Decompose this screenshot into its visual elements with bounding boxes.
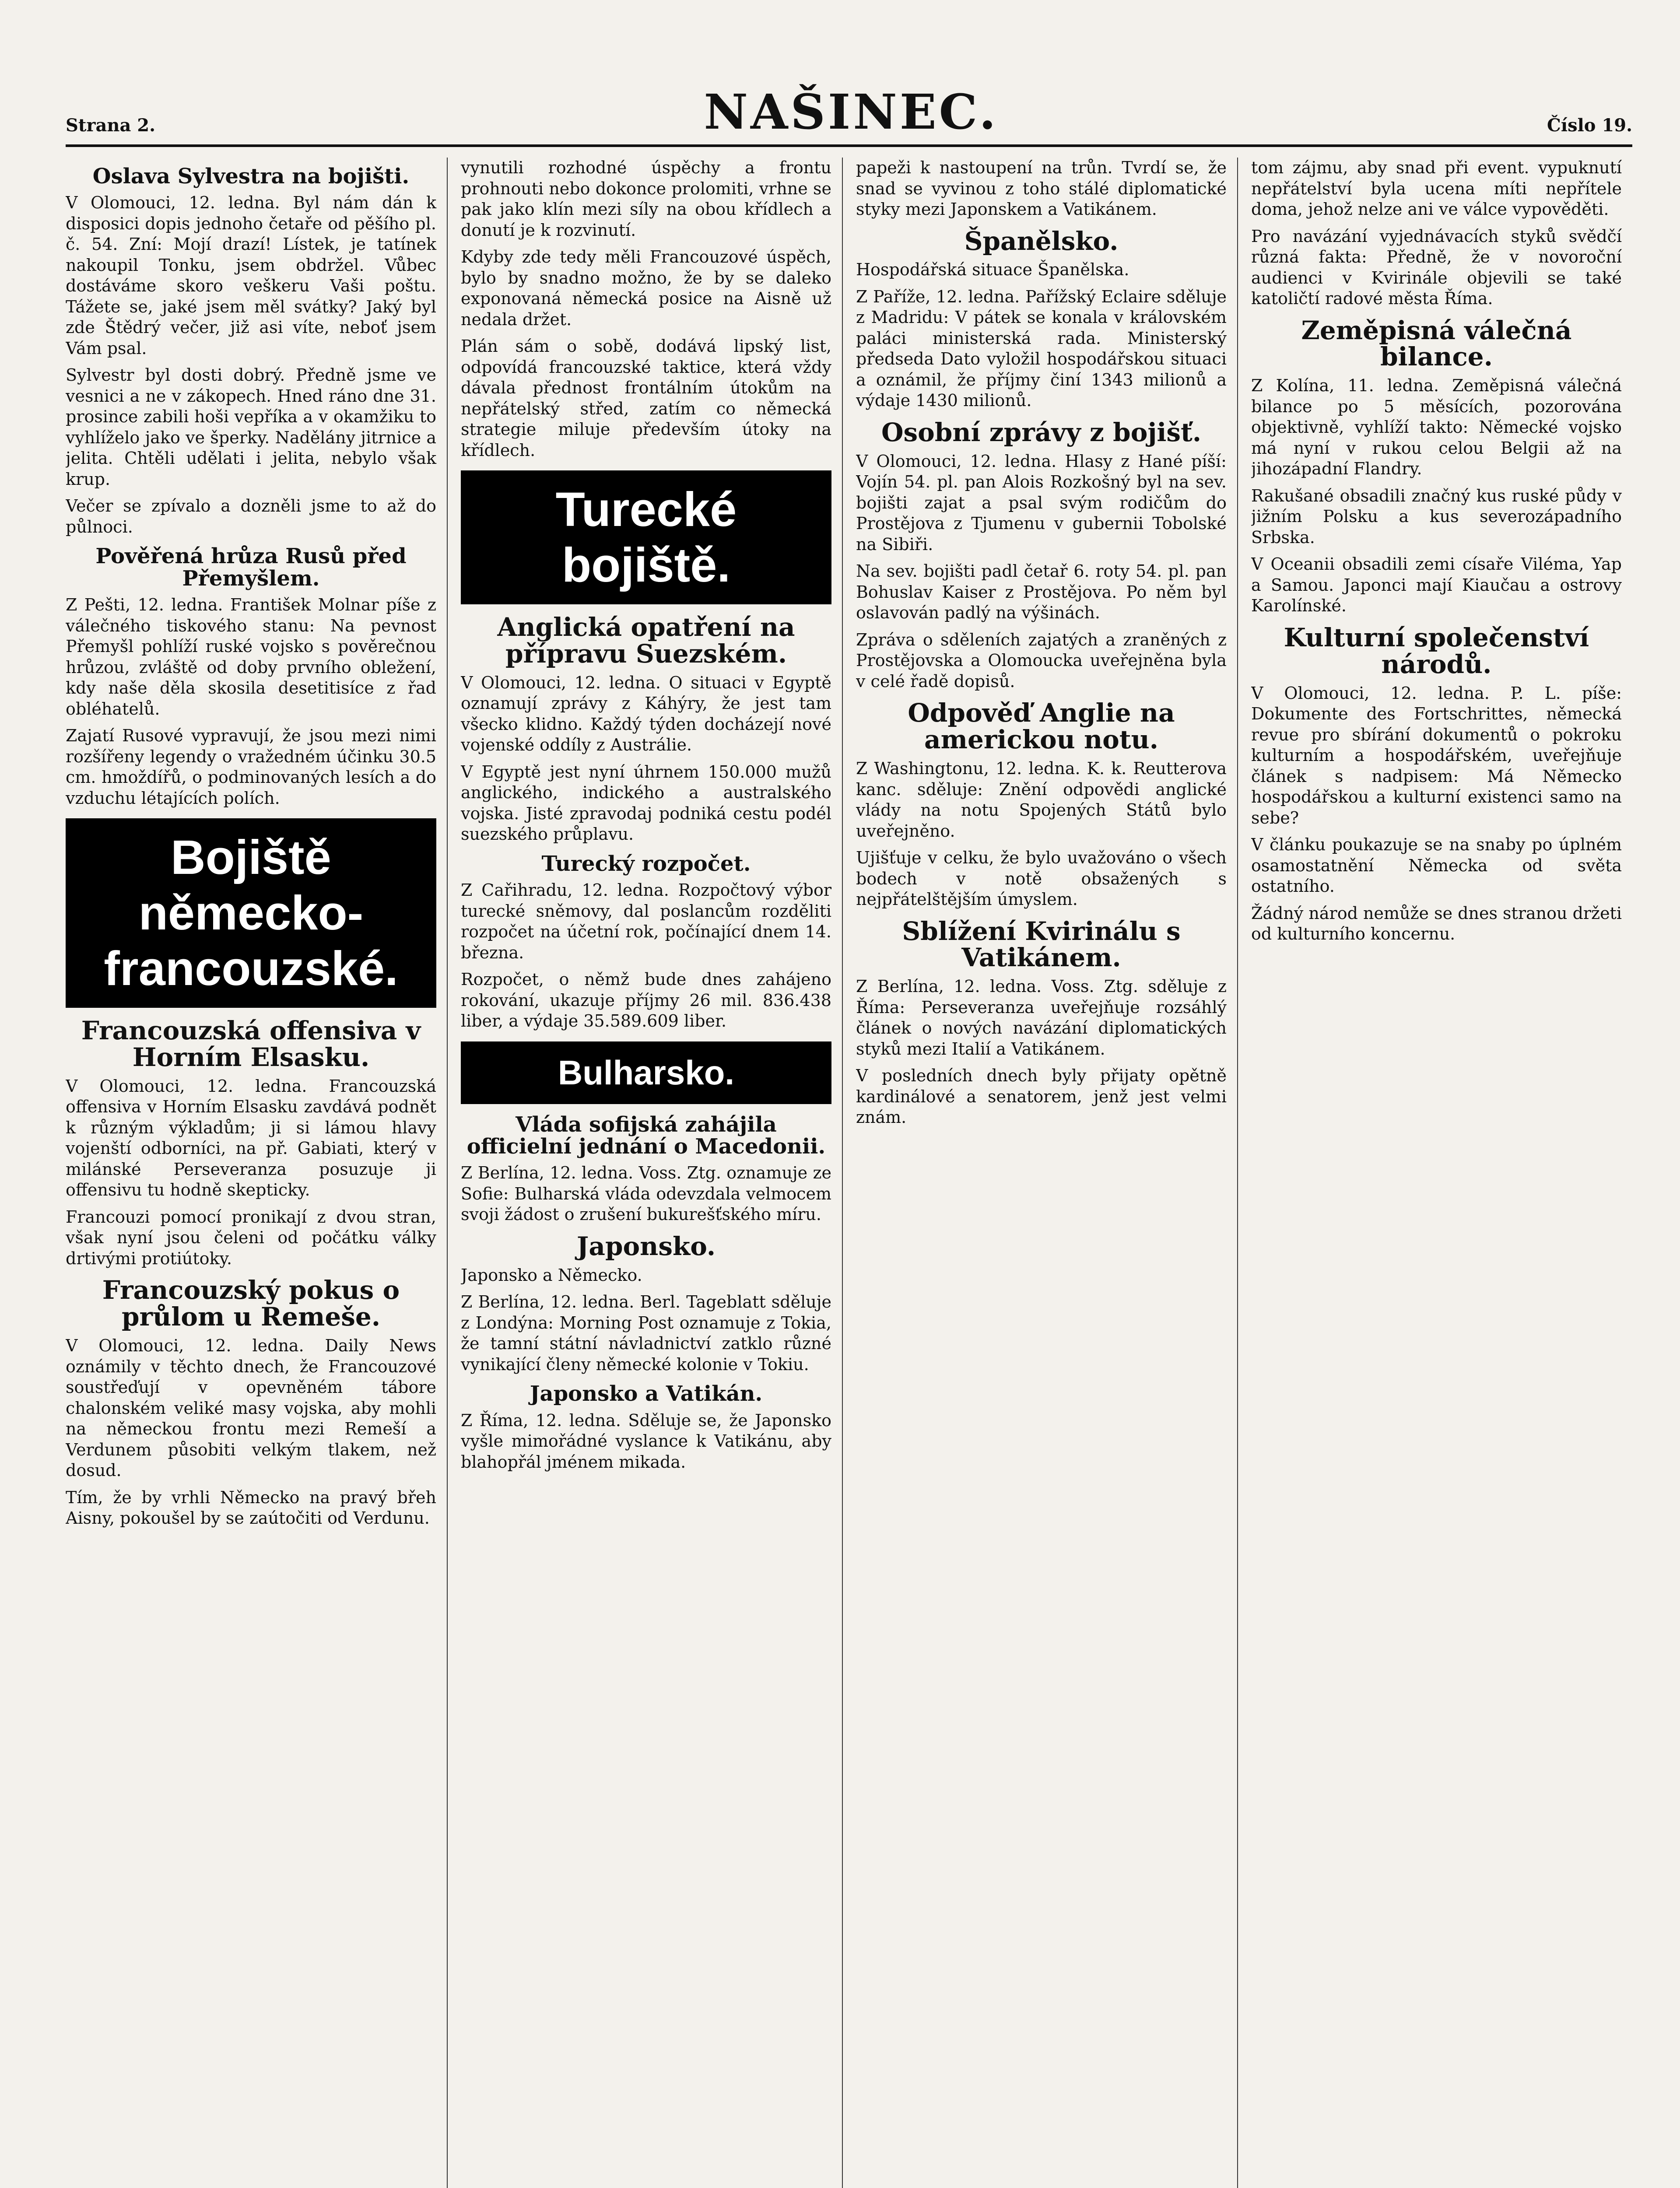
article-headline: Kulturní společenství národů. — [1284, 622, 1589, 679]
columns — [66, 158, 1632, 2188]
article-paragraph: Pro navázání vyjednávacích styků svědčí různá fakta: Předně, že v novoroční audienci v Kvirinále objevili se také katoličtí radové města Říma. — [1251, 226, 1622, 308]
newspaper-title: NAŠINEC. — [704, 84, 999, 140]
article-paragraph: Na sev. bojišti padl četař 6. roty 54. pl. pan Bohuslav Kaiser z Prostějova. Po něm byl oslavován padlý na výšinách. — [856, 561, 1227, 623]
column-3 — [856, 158, 1238, 2188]
article-headline: Odpověď Anglie na americkou notu. — [908, 698, 1175, 755]
article-headline: Oslava Sylvestra na bojišti. — [92, 164, 410, 189]
article-paragraph: Z Kolína, 11. ledna. Zeměpisná válečná bilance po 5 měsících, pozorována objektivně, vyhlíží takto: Německé vojsko má nyní v rukou celou Belgii až na jihozápadní Flandry. — [1251, 376, 1622, 479]
article-paragraph: Z Washingtonu, 12. ledna. K. k. Reutterova kanc. sděluje: Znění odpovědi anglické vlády na notu Spojených Států bylo uveřejněno. — [856, 759, 1227, 841]
article-headline: Zeměpisná válečná bilance. — [1301, 315, 1572, 372]
section-band: Bojiště německo-francouzské. — [66, 818, 436, 1008]
article-headline: Francouzská offensiva v Horním Elsasku. — [81, 1016, 421, 1073]
article-headline: Španělsko. — [964, 226, 1119, 256]
article-headline: Vláda sofijská zahájila officielní jednání o Macedonii. — [466, 1112, 826, 1159]
article-paragraph: Hospodářská situace Španělska. — [856, 260, 1129, 280]
article-paragraph: Z Berlína, 12. ledna. Voss. Ztg. sděluje z Říma: Perseveranza uveřejňuje rozsáhlý článek o nových navázání diplomatických styků mezi Italií a Vatikánem. — [856, 977, 1227, 1059]
page-header — [66, 48, 1632, 147]
article-paragraph: V článku poukazuje se na snaby po úplném osamostatnění Německa od světa ostatního. — [1251, 835, 1622, 896]
issue-number: Číslo 19. — [1547, 115, 1632, 136]
article-paragraph: Kdyby zde tedy měli Francouzové úspěch, bylo by snadno možno, že by se daleko exponovaná německá posice na Aisně už nedala držet. — [461, 247, 831, 329]
section-band: Turecké bojiště. — [461, 470, 831, 604]
article-paragraph: V Olomouci, 12. ledna. Hlasy z Hané píší: Vojín 54. pl. pan Alois Rozkošný byl na sev. bojišti zajat a psal svým rodičům do Prostějova z Tjumenu v gubernii Tobolské na Sibiři. — [856, 451, 1227, 554]
article-paragraph: Z Berlína, 12. ledna. Berl. Tageblatt sděluje z Londýna: Morning Post oznamuje z Tokia, že tamní státní návladnictví zatklo různé vynikající členy německé kolonie v Tokiu. — [461, 1292, 831, 1374]
column-4 — [1251, 158, 1632, 2188]
article-paragraph: Japonsko a Německo. — [461, 1265, 642, 1285]
article-headline: Japonsko. — [576, 1231, 716, 1261]
column-2 — [461, 158, 843, 2188]
article-paragraph: V Oceanii obsadili zemi císaře Viléma, Yap a Samou. Japonci mají Kiaučau a ostrovy Karolínské. — [1251, 554, 1622, 616]
article-paragraph: Tím, že by vrhli Německo na pravý břeh Aisny, pokoušel by se zaútočiti od Verdunu. — [66, 1487, 436, 1528]
article-paragraph: V Olomouci, 12. ledna. Daily News oznámily v těchto dnech, že Francouzové soustřeďují v opevněném tábore chalonském veliké masy vojska, aby mohli na německou frontu mezi Remeší a Verdunem působiti velkým tlakem, než dosud. — [66, 1336, 436, 1480]
article-headline: Sblížení Kvirinálu s Vatikánem. — [902, 916, 1181, 973]
article-headline: Anglická opatření na přípravu Suezském. — [497, 612, 795, 669]
article-paragraph: Sylvestr byl dosti dobrý. Předně jsme ve vesnici a ne v zákopech. Hned ráno dne 31. prosince zabili hoši vepříka a v okamžiku to vyhlíželo jako ve šperky. Nadělány jitrnice a jelita. Chtěli udělati i jelita, nebylo však krup. — [66, 365, 436, 489]
article-paragraph: Rakušané obsadili značný kus ruské půdy v jižním Polsku a kus severozápadního Srbska. — [1251, 486, 1622, 547]
article-paragraph: V Olomouci, 12. ledna. O situaci v Egyptě oznamují zprávy z Káhýry, že jest tam všecko klidno. Každý týden docházejí nové vojenské oddíly z Austrálie. — [461, 673, 831, 755]
article-paragraph: Večer se zpívalo a dozněli jsme to až do půlnoci. — [66, 496, 436, 536]
article-paragraph: Zpráva o sděleních zajatých a zraněných z Prostějovska a Olomoucka uveřejněna byla v celé řadě dopisů. — [856, 630, 1227, 691]
article-paragraph: tom zájmu, aby snad při event. vypuknutí nepřátelství byla ucena míti nepřítele doma, jehož nelze ani ve válce vypověděti. — [1251, 158, 1622, 219]
article-paragraph: V Olomouci, 12. ledna. Francouzská offensiva v Horním Elsasku zavdává podnět k různým výkladům; ji si lámou hlavy vojenští odborníci, na př. Gabiati, který v milánské Perseveranza posuzuje ji offensivu tu hodně skepticky. — [66, 1076, 436, 1200]
page-number: Strana 2. — [66, 115, 156, 136]
article-headline: Francouzský pokus o průlom u Remeše. — [102, 1275, 400, 1332]
article-headline: Pověřená hrůza Rusů před Přemyšlem. — [95, 544, 407, 591]
article-paragraph: Rozpočet, o němž bude dnes zahájeno rokování, ukazuje příjmy 26 mil. 836.438 liber, a výdaje 35.589.609 liber. — [461, 970, 831, 1031]
article-paragraph: Žádný národ nemůže se dnes stranou držeti od kulturního koncernu. — [1251, 903, 1622, 944]
article-paragraph: V Egyptě jest nyní úhrnem 150.000 mužů anglického, indického a australského vojska. Jisté zpravodaj podniká cestu podél suezského průplavu. — [461, 762, 831, 844]
article-paragraph: Ujišťuje v celku, že bylo uvažováno o všech bodech v notě obsažených s nejpřátelštějším úmyslem. — [856, 848, 1227, 909]
article-paragraph: vynutili rozhodné úspěchy a frontu prohnouti nebo dokonce prolomiti, vrhne se pak jako klín mezi síly na obou křídlech a donutí je k rozvinutí. — [461, 158, 831, 240]
article-paragraph: Plán sám o sobě, dodává lipský list, odpovídá francouzské taktice, která vždy dávala přednost frontálním útokům na nepřátelský střed, zatím co německá strategie miluje především útoky na křídlech. — [461, 337, 831, 460]
article-paragraph: V posledních dnech byly přijaty opětně kardinálové a senatorem, jenž jest velmi znám. — [856, 1066, 1227, 1127]
article-headline: Turecký rozpočet. — [541, 851, 751, 876]
section-band: Bulharsko. — [461, 1041, 831, 1104]
article-paragraph: Z Pešti, 12. ledna. František Molnar píše z válečného tiskového stanu: Na pevnost Přemyšl pohlíží ruské vojsko s pověrečnou hrůzou, zvláště od doby prvního obležení, kdy naše děla skosila desetitisíce z řad obléhatelů. — [66, 595, 436, 719]
article-paragraph: Z Říma, 12. ledna. Sděluje se, že Japonsko vyšle mimořádné vyslance k Vatikánu, aby blahopřál jménem mikada. — [461, 1410, 831, 1472]
column-1 — [66, 158, 448, 2188]
article-headline: Japonsko a Vatikán. — [530, 1382, 763, 1406]
article-paragraph: Zajatí Rusové vypravují, že jsou mezi nimi rozšířeny legendy o vražedném účinku 30.5 cm. hmoždířů, o podminovaných lesích a do vzduchu létajících polích. — [66, 726, 436, 808]
article-paragraph: V Olomouci, 12. ledna. P. L. píše: Dokumente des Fortschrittes, německá revue pro sbírání dokumentů o pokroku kulturním a hospodářském, uveřejňuje článek s nadpisem: Má Německo hospodářskou a kulturní existenci samo na sebe? — [1251, 683, 1622, 828]
article-paragraph: Z Paříže, 12. ledna. Pařížský Eclaire sděluje z Madridu: V pátek se konala v královském paláci ministerská rada. Ministerský předseda Dato vyložil hospodářskou situaci a oznámil, že příjmy činí 1343 milionů a výdaje 1430 milionů. — [856, 287, 1227, 410]
article-paragraph: Francouzi pomocí pronikají z dvou stran, však nyní jsou čeleni od počátku války drtivými protiútoky. — [66, 1207, 436, 1268]
article-paragraph: Z Berlína, 12. ledna. Voss. Ztg. oznamuje ze Sofie: Bulharská vláda odevzdala velmocem svoji žádost o zrušení bukurešťského míru. — [461, 1163, 831, 1224]
article-paragraph: papeži k nastoupení na trůn. Tvrdí se, že snad se vyvinou z toho stálé diplomatické styky mezi Japonskem a Vatikánem. — [856, 158, 1227, 219]
article-headline: Osobní zprávy z bojišť. — [881, 417, 1202, 447]
article-paragraph: Z Cařihradu, 12. ledna. Rozpočtový výbor turecké sněmovy, dal poslancům rozděliti rozpočet na účetní rok, počínající dnem 14. března. — [461, 880, 831, 962]
article-paragraph: V Olomouci, 12. ledna. Byl nám dán k disposici dopis jednoho četaře od pěšího pl. č. 54. Zní: Mojí drazí! Lístek, je tatínek nakoupil Tonku, jsem obdržel. Vůbec dostáváme skoro veškeru Vaši poštu. Tážete se, jaké jsem měl svátky? Jaký byl zde Štědrý večer, již asi víte, neboť jsem Vám psal. — [66, 193, 436, 358]
